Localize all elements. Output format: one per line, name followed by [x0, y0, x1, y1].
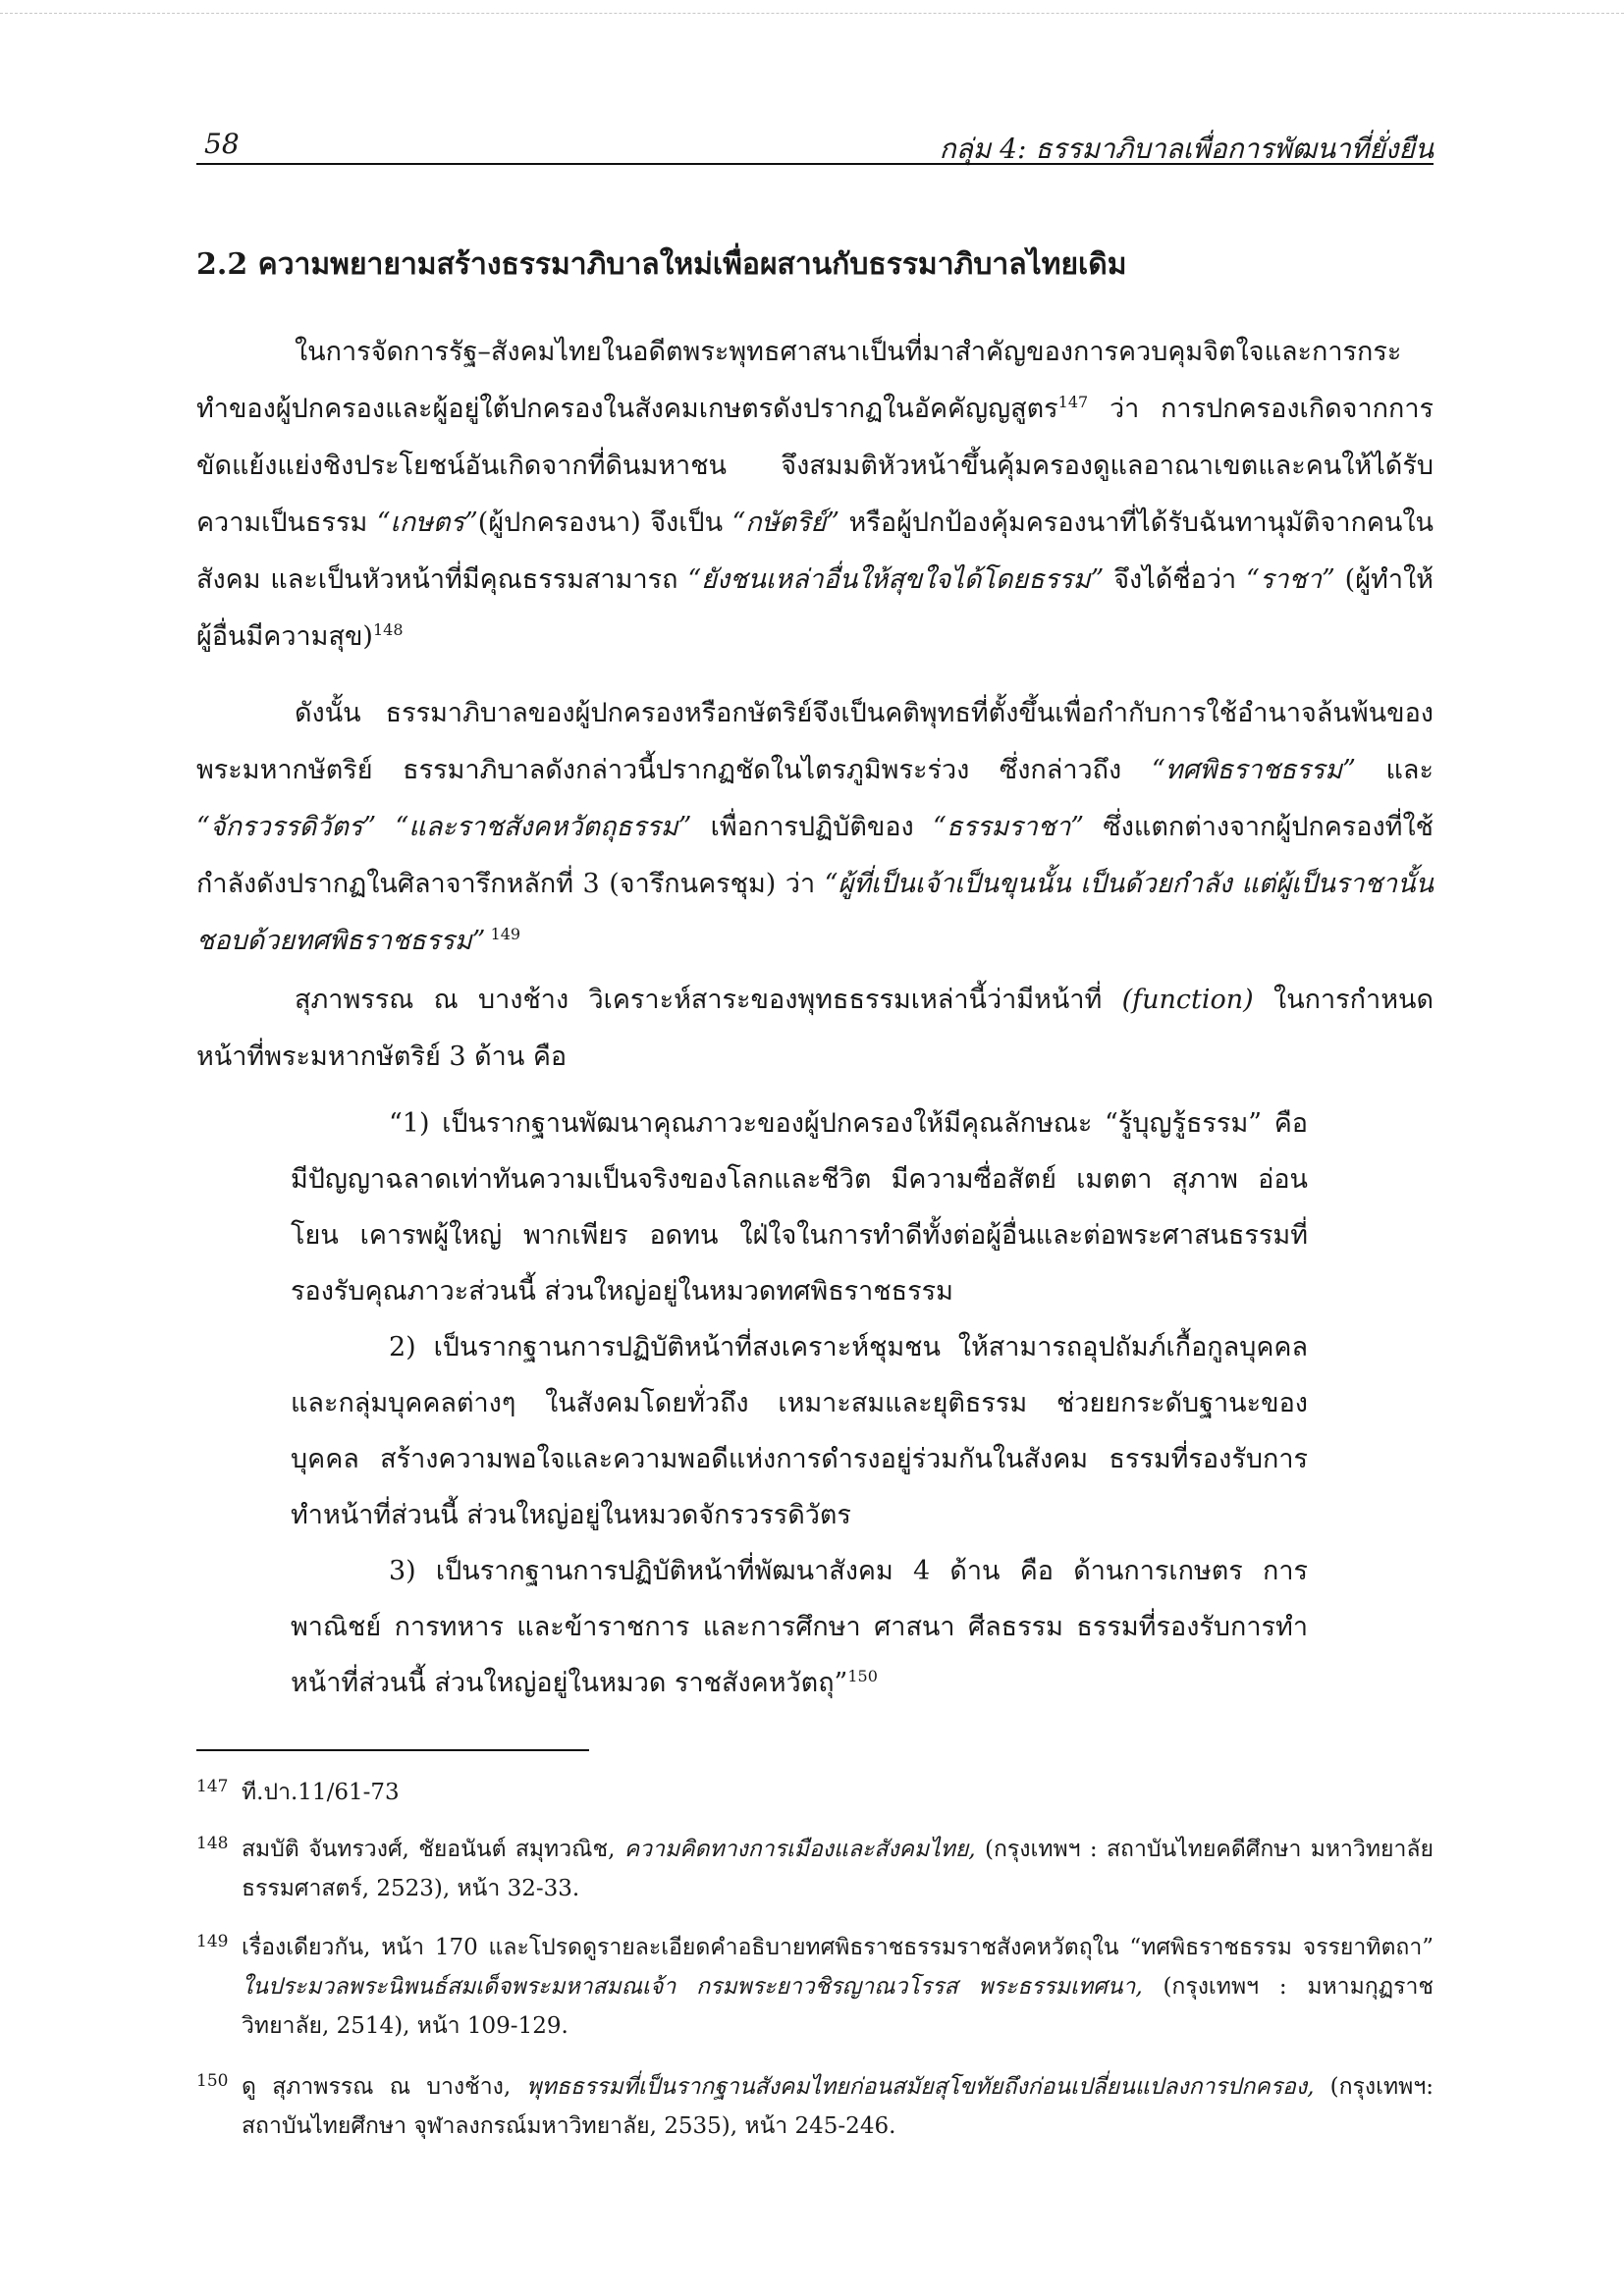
footnote-mark: 148: [196, 1834, 229, 1853]
page-top-edge: [0, 0, 1624, 14]
footnote-text: สมบัติ จันทรวงศ์, ชัยอนันต์ สมุทวณิช, ความคิดทางการเมืองและสังคมไทย, (กรุงเทพฯ : สถาบันไทยคดีศึกษา มหาวิทยาลัยธรรมศาสตร์, 2523), หน้า 32-33.: [242, 1837, 1434, 1901]
paragraph-3: สุภาพรรณ ณ บางช้าง วิเคราะห์สาระของพุทธธรรมเหล่านี้ว่ามีหน้าที่ (function) ในการกำหนดหน้าที่พระมหากษัตริย์ 3 ด้าน คือ: [196, 985, 1434, 1072]
footnote-ref-149: 149: [485, 925, 521, 943]
quote-item-3: 3) เป็นรากฐานการปฏิบัติหน้าที่พัฒนาสังคม 4 ด้าน คือ ด้านการเกษตร การพาณิชย์ การทหาร และข้าราชการ และการศึกษา ศาสนา ศีลธรรม ธรรมที่รองรับการทำหน้าที่ส่วนนี้ ส่วนใหญ่อยู่ในหมวด ราชสังคหวัตถุ”$^{150}$: [291, 1556, 1308, 1698]
footnote-ref-148: 148: [372, 620, 404, 639]
footnote-text: ดู สุภาพรรณ ณ บางช้าง, พุทธธรรมที่เป็นรากฐานสังคมไทยก่อนสมัยสุโขทัยถึงก่อนเปลี่ยนแปลงการปกครอง, (กรุงเทพฯ: สถาบันไทยศึกษา จุฬาลงกรณ์มหาวิทยาลัย, 2535), หน้า 245-246.: [242, 2074, 1434, 2139]
footnote-rule: [196, 1749, 589, 1751]
footnote-ref-150: 150: [847, 1667, 878, 1685]
paragraph-2: ดังนั้น ธรรมาภิบาลของผู้ปกครองหรือกษัตริย์จึงเป็นคติพุทธที่ตั้งขึ้นเพื่อกำกับการใช้อำนาจล้นพ้นของพระมหากษัตริย์ ธรรมาภิบาลดังกล่าวนี้ปรากฏชัดในไตรภูมิพระร่วง ซึ่งกล่าวถึง “ทศพิธราชธรรม” และ “จักรวรรดิวัตร” “และราชสังคหวัตถุธรรม” เพื่อการปฏิบัติของ “ธรรมราชา” ซึ่งแตกต่างจากผู้ปกครองที่ใช้กำลังดังปรากฏในศิลาจารึกหลักที่ 3 (จารึกนครชุม) ว่า “ผู้ที่เป็นเจ้าเป็นขุนนั้น เป็นด้วยกำลัง แต่ผู้เป็นราชานั้นชอบด้วยทศพิธราชธรรม” $^{149}$: [196, 698, 1434, 956]
footnote-mark: 149: [196, 1932, 229, 1951]
running-title: กลุ่ม 4: ธรรมาภิบาลเพื่อการพัฒนาที่ยั่งยืน: [939, 133, 1434, 165]
paragraph-1: ในการจัดการรัฐ–สังคมไทยในอดีตพระพุทธศาสนาเป็นที่มาสำคัญของการควบคุมจิตใจและการกระทำของผู้ปกครองและผู้อยู่ใต้ปกครองในสังคมเกษตรดังปรากฏในอัคคัญญสูตร$^{147}$ ว่า การปกครองเกิดจากการขัดแย้งแย่งชิงประโยชน์อันเกิดจากที่ดินมหาชน จึงสมมติหัวหน้าขึ้นคุ้มครองดูแลอาณาเขตและคนให้ได้รับความเป็นธรรม “เกษตร”(ผู้ปกครองนา) จึงเป็น “กษัตริย์” หรือผู้ปกป้องคุ้มครองนาที่ได้รับฉันทานุมัติจากคนในสังคม และเป็นหัวหน้าที่มีคุณธรรมสามารถ “ยังชนเหล่าอื่นให้สุขใจได้โดยธรรม” จึงได้ชื่อว่า “ราชา” (ผู้ทำให้ผู้อื่นมีความสุข)$^{148}$: [196, 337, 1434, 652]
block-quote: [291, 1095, 1308, 1711]
footnote-mark: 147: [196, 1777, 229, 1796]
footnote-149: [196, 1928, 1434, 2046]
footnote-text: ที.ปา.11/61-73: [242, 1780, 400, 1805]
quote-item-1: “1) เป็นรากฐานพัฒนาคุณภาวะของผู้ปกครองให้มีคุณลักษณะ “รู้บุญรู้ธรรม” คือ มีปัญญาฉลาดเท่าทันความเป็นจริงของโลกและชีวิต มีความซื่อสัตย์ เมตตา สุภาพ อ่อนโยน เคารพผู้ใหญ่ พากเพียร อดทน ใฝ่ใจในการทำดีทั้งต่อผู้อื่นและต่อพระศาสนธรรมที่รองรับคุณภาวะส่วนนี้ ส่วนใหญ่อยู่ในหมวดทศพิธราชธรรม: [291, 1108, 1308, 1307]
footnote-147: [196, 1773, 1434, 1812]
footnote-150: [196, 2067, 1434, 2146]
footnote-ref-147: 147: [1057, 393, 1089, 411]
header-rule: [196, 163, 1434, 165]
quote-item-2: 2) เป็นรากฐานการปฏิบัติหน้าที่สงเคราะห์ชุมชน ให้สามารถอุปถัมภ์เกื้อกูลบุคคลและกลุ่มบุคคลต่างๆ ในสังคมโดยทั่วถึง เหมาะสมและยุติธรรม ช่วยยกระดับฐานะของบุคคล สร้างความพอใจและความพอดีแห่งการดำรงอยู่ร่วมกันในสังคม ธรรมที่รองรับการทำหน้าที่ส่วนนี้ ส่วนใหญ่อยู่ในหมวดจักรวรรดิวัตร: [291, 1332, 1308, 1530]
footnote-text: เรื่องเดียวกัน, หน้า 170 และโปรดดูรายละเอียดคำอธิบายทศพิธราชธรรมราชสังคหวัตถุใน “ทศพิธราชธรรม จรรยาทิตถา” ในประมวลพระนิพนธ์สมเด็จพระมหาสมณเจ้า กรมพระยาวชิรญาณวโรรส พระธรรมเทศนา, (กรุงเทพฯ : มหามกุฏราชวิทยาลัย, 2514), หน้า 109-129.: [242, 1935, 1434, 2039]
page-header: [196, 124, 1434, 163]
footnote-mark: 150: [196, 2071, 229, 2091]
page-number: 58: [204, 128, 240, 160]
footnote-148: [196, 1830, 1434, 1908]
section-heading: 2.2 ความพยายามสร้างธรรมาภิบาลใหม่เพื่อผสานกับธรรมาภิบาลไทยเดิม: [196, 247, 1127, 282]
